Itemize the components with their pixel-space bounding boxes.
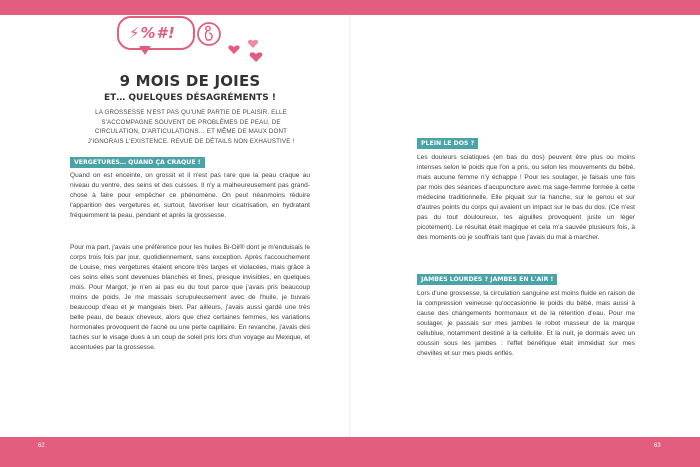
bubble-symbols: ⚡%#! <box>129 24 176 42</box>
pregnant-woman-icon <box>197 22 221 46</box>
paragraph-jambes: Lors d'une grossesse, la circulation sanguine est moins fluide en raison de la compression veineuse qu'occasionne le poids du bébé, mais aussi à cause des changements hormonaux et de la rétention d'eau. Pour me soulager, je passais sur mes jambes le robot masseur de la marque cellublue, notamment destiné à la cellulite. Et la nuit, je dormais avec un coussin sous les jambes : l'effet bénéfique était immédiat sur mes chevilles et sur mes pieds enflés. <box>417 290 635 357</box>
top-decorative-bar <box>0 0 700 15</box>
paragraph-dos: Les douleurs sciatiques (en bas du dos) peuvent être plus ou moins intenses selon le poids que l'on a pris, ou selon les mouvements du bébé, mais aucune femme n'y échappe ! Pour les soulager, je faisais une fois par mois des séances d'acupuncture avec ma sage-femme formée à cette médecine traditionnelle. Elle piquait sur la hanche, sur le genou et sur d'autres points du corps qui avaient un impact sur le bas du dos. (Ce n'est pas du tout douloureux, les aiguilles provoquent juste un léger picotement). Le résultat était magique et cela m'a sauvée plusieurs fois, à des moments où je souffrais tant que j'avais du mal à marcher. <box>417 154 635 241</box>
section-label-dos: PLEIN LE DOS ? <box>417 138 478 149</box>
hearts-icon <box>226 35 266 65</box>
book-spine <box>349 15 351 437</box>
intro-paragraph: LA GROSSESSE N'EST PAS QU'UNE PARTIE DE PLAISIR. ELLE S'ACCOMPAGNE SOUVENT DE PROBLÈMES DE PEAU, DE CIRCULATION, D'ARTICULATIONS… ET MÊME DE MAUX DONT J'IGNORAIS L'EXISTENCE. REVUE DE DÉTAILS NON EXHAUSTIVE ! <box>87 109 295 145</box>
speech-bubble-illustration <box>117 16 217 58</box>
paragraph-vergetures-1: Quand on est enceinte, on grossit et il n'est pas rare que la peau craque au niveau du ventre, des seins et des cuisses. Il n'y a malheureusement pas grand-chose à faire pour empêcher ce phénomène. On peut néanmoins réduire l'apparition des vergetures et, surtout, favoriser leur cicatrisation, en hydratant fréquemment la peau, pendant et après la grossesse. <box>70 172 310 219</box>
section-label-jambes: JAMBES LOURDES ? JAMBES EN L'AIR ! <box>417 274 557 285</box>
page-subtitle: ET… QUELQUES DÉSAGRÉMENTS ! <box>103 93 276 103</box>
bubble-tail <box>139 46 151 55</box>
paragraph-vergetures-2: Pour ma part, j'avais une préférence pour les huiles Bi-Oil® dont je m'enduisais le corps trois fois par jour, quotidiennement, sans exception. Après l'accouchement de Louise, mes vergetures étaient encore très larges et violacées, mais grâce à ces soins elles sont devenues blanches et fines, presque invisibles, en quelques mois. Pour Margot, je n'en ai pas eu du tout parce que j'avais pris beaucoup moins de poids. Je me massais scrupuleusement avec de l'huile, je buvais beaucoup d'eau et je mangeais bien. Par ailleurs, j'avais aussi gardé une très belle peau, de beaux cheveux, alors que chez certaines femmes, les variations hormonales provoquent de l'acné ou une perte capillaire. En revanche, j'avais des taches sur le visage dues à un coup de soleil pris lors d'un voyage au Mexique, et accentuées par la grossesse. <box>70 244 310 351</box>
page-number-left: 62 <box>38 443 45 449</box>
page-title: 9 MOIS DE JOIES <box>119 72 261 90</box>
bottom-decorative-bar <box>0 437 700 467</box>
section-label-vergetures: VERGETURES… QUAND ÇA CRAQUE ! <box>70 157 205 168</box>
speech-bubble <box>117 16 195 50</box>
page-number-right: 63 <box>654 443 661 449</box>
